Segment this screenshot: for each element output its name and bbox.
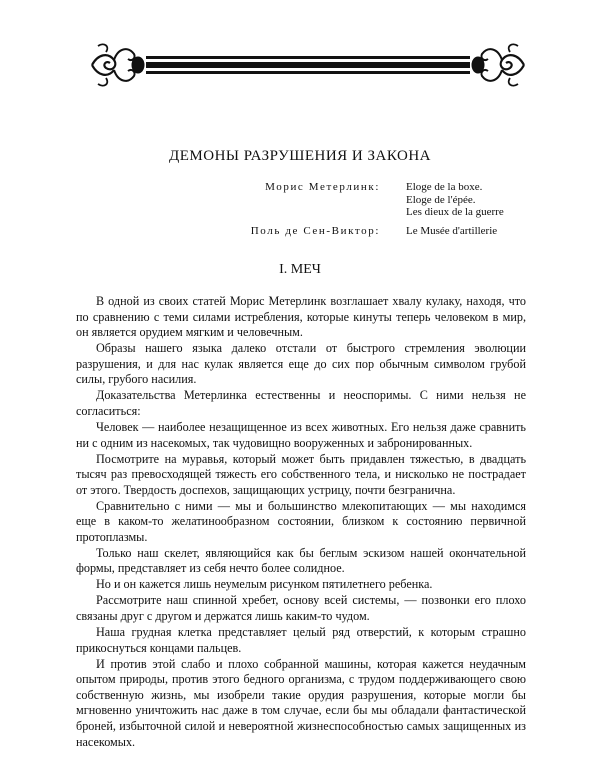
epigraph-author: Поль де Сен-Виктор: [250, 225, 380, 237]
paragraph: Но и он кажется лишь неумелым рисунком пятилетнего ребенка. [96, 577, 433, 592]
epigraph-author: Морис Метерлинк: [265, 181, 380, 193]
paragraph: Сравнительно с ними — мы и большинство млекопитающих — мы находимся еще в каком-то желатинообразном состоянии, близком к состоянию первичной протоплазмы. [76, 498, 526, 544]
epigraph-work: Les dieux de la guerre [406, 206, 504, 218]
epigraph-work: Eloge de la boxe. [406, 181, 483, 193]
paragraph: В одной из своих статей Морис Метерлинк возглашает хвалу кулаку, находя, что по сравнению с теми силами истребления, которые кинуты теперь человеком в мир, он является орудием мягким и человечным. [76, 294, 526, 340]
paragraph: Доказательства Метерлинка естественны и неоспоримы. С ними нельзя не согласиться: [76, 388, 526, 418]
section-title: I. МЕЧ [279, 262, 321, 277]
paragraph: И против этой слабо и плохо собранной машины, которая кажется неудачным опытом природы, против этого бедного организма, с трудом поддерживающего свою собственную жизнь, мы изобрели такие орудия разрушения, которые могли бы мгновенно уничтожить нас даже в том случае, если бы мы обладали фантастической броней, избыточной силой и невероятной жизнеспособностью самых защищенных из насекомых. [76, 656, 526, 749]
epigraph-works [406, 181, 504, 219]
paragraph: Рассмотрите наш спинной хребет, основу всей системы, — позвонки его плохо связаны друг с другом и держатся лишь каким-то чудом. [76, 593, 526, 623]
article-body [76, 294, 526, 751]
epigraph-works [406, 225, 497, 238]
paragraph: Образы нашего языка далеко отстали от быстрого стремления эволюции разрушения, и для нас кулак является еще до сих пор обычным символом грубой силы, грубого насилия. [76, 341, 526, 387]
epigraph-work: Eloge de l'épée. [406, 193, 476, 206]
epigraph-work: Le Musée d'artillerie [406, 225, 498, 237]
decorative-header-ornament [88, 40, 528, 90]
paragraph: Только наш скелет, являющийся как бы беглым эскизом нашей окончательной формы, представляет из себя нечто более солидное. [76, 545, 526, 576]
paragraph: Наша грудная клетка представляет целый ряд отверстий, к которым страшно прикоснуться концами пальцев. [76, 624, 526, 655]
paragraph: Посмотрите на муравья, который может быть придавлен тяжестью, в двадцать тысяч раз превосходящей тяжесть его собственного тела, и нисколько не пострадает от этого. Твердость доспехов, защищающих устрицу, почти безгранична. [76, 451, 526, 497]
paragraph: Человек — наиболее незащищенное из всех животных. Его нельзя даже сравнить ни с одним из насекомых, так чудовищно вооруженных и забронированных. [76, 419, 526, 450]
article-title: ДЕМОНЫ РАЗРУШЕНИЯ И ЗАКОНА [169, 148, 431, 164]
